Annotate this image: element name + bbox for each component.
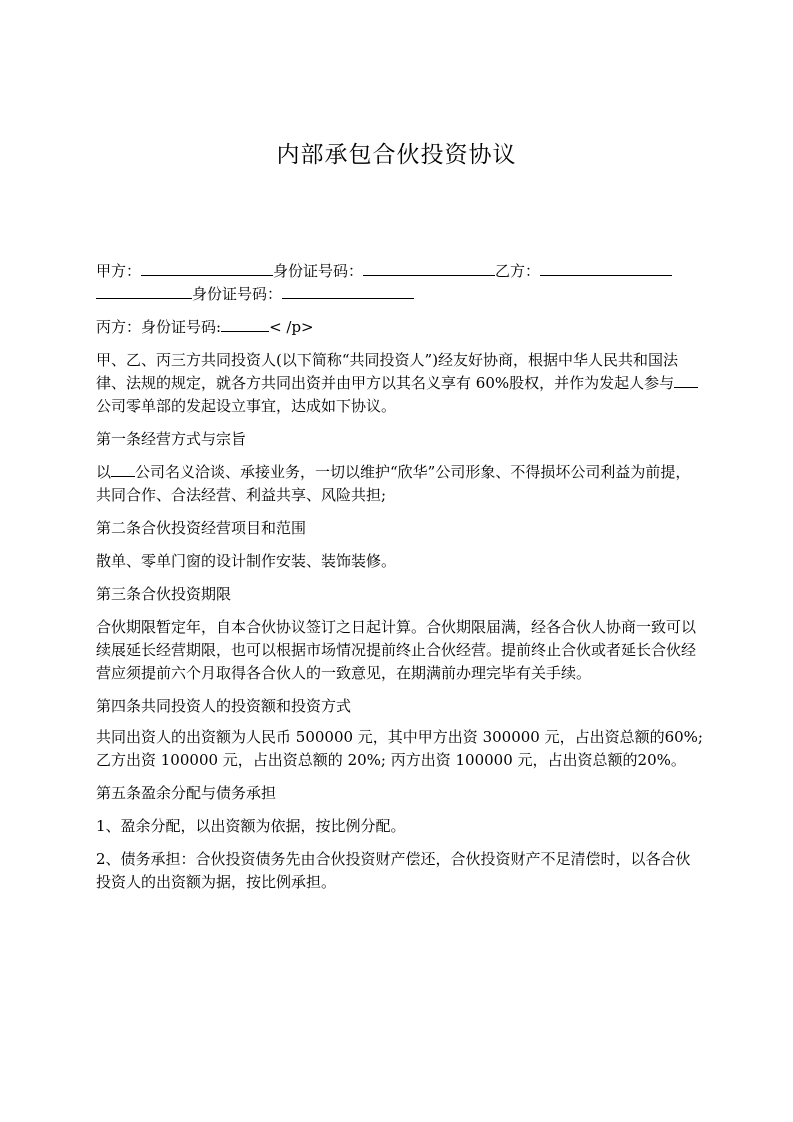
intro-company-blank [674, 372, 698, 388]
art1-text-2: 公司名义洽谈、承接业务，一切以维护“欣华”公司形象、不得损坏公司利益为前提，共同合作、合法经营、利益共享、风险共担; [96, 463, 691, 504]
party-b-label: 乙方： [495, 262, 541, 280]
parties-line [96, 260, 704, 306]
article-5-item-2: 2、债务承担：合伙投资债务先由合伙投资财产偿还，合伙投资财产不足清偿时，以各合伙投资人的出资额为据，按比例承担。 [96, 850, 691, 891]
article-2-body: 散单、零单门窗的设计制作安装、装饰装修。 [96, 552, 397, 570]
article-2-title: 第二条合伙投资经营项目和范围 [96, 519, 307, 537]
party-a-blank [141, 260, 273, 276]
intro-text-2: 公司零单部的发起设立事宜，达成如下协议。 [96, 397, 397, 415]
party-a-id-label: 身份证号码： [273, 262, 364, 280]
art1-company-blank [111, 461, 135, 477]
article-4-title: 第四条共同投资人的投资额和投资方式 [96, 697, 352, 715]
party-b-blank [540, 260, 672, 276]
article-1-body [96, 461, 704, 507]
party-a-id-blank [363, 260, 495, 276]
document-body [96, 260, 704, 894]
article-5-title: 第五条盈余分配与债务承担 [96, 784, 277, 802]
article-3-title: 第三条合伙投资期限 [96, 585, 232, 603]
document-title: 内部承包合伙投资协议 [276, 142, 517, 168]
party-c-id-blank [221, 316, 269, 332]
article-5-item-1: 1、盈余分配，以出资额为依据，按比例分配。 [96, 817, 406, 835]
intro-paragraph [96, 349, 704, 418]
art1-text-1: 以 [96, 463, 112, 481]
intro-text-1: 甲、乙、丙三方共同投资人(以下简称“共同投资人”)经友好协商，根据中华人民共和国法律、法规的规定，就各方共同出资并由甲方以其名义享有 60%股权，并作为发起人参与 [96, 351, 679, 392]
party-b-id-blank [282, 283, 414, 299]
party-b-name-blank [96, 283, 192, 299]
party-b-id-label: 身份证号码： [192, 285, 283, 303]
party-c-tail: < /p> [269, 318, 314, 336]
article-1-title: 第一条经营方式与宗旨 [96, 430, 247, 448]
party-c-line [96, 316, 704, 339]
party-c-label: 丙方：身份证号码: [96, 318, 222, 336]
article-4-body: 共同出资人的出资额为人民币 500000 元，其中甲方出资 300000 元，占出资总额的60%; 乙方出资 100000 元，占出资总额的 20%; 丙方出资 100000 元，占出资总额的20%。 [96, 728, 703, 769]
article-3-body: 合伙期限暂定年，自本合伙协议签订之日起计算。合伙期限届满，经各合伙人协商一致可以续展延长经营期限，也可以根据市场情况提前终止合伙经营。提前终止合伙或者延长合伙经营应须提前六个月取得各合伙人的一致意见，在期满前办理完毕有关手续。 [96, 618, 697, 682]
party-a-label: 甲方： [96, 262, 142, 280]
